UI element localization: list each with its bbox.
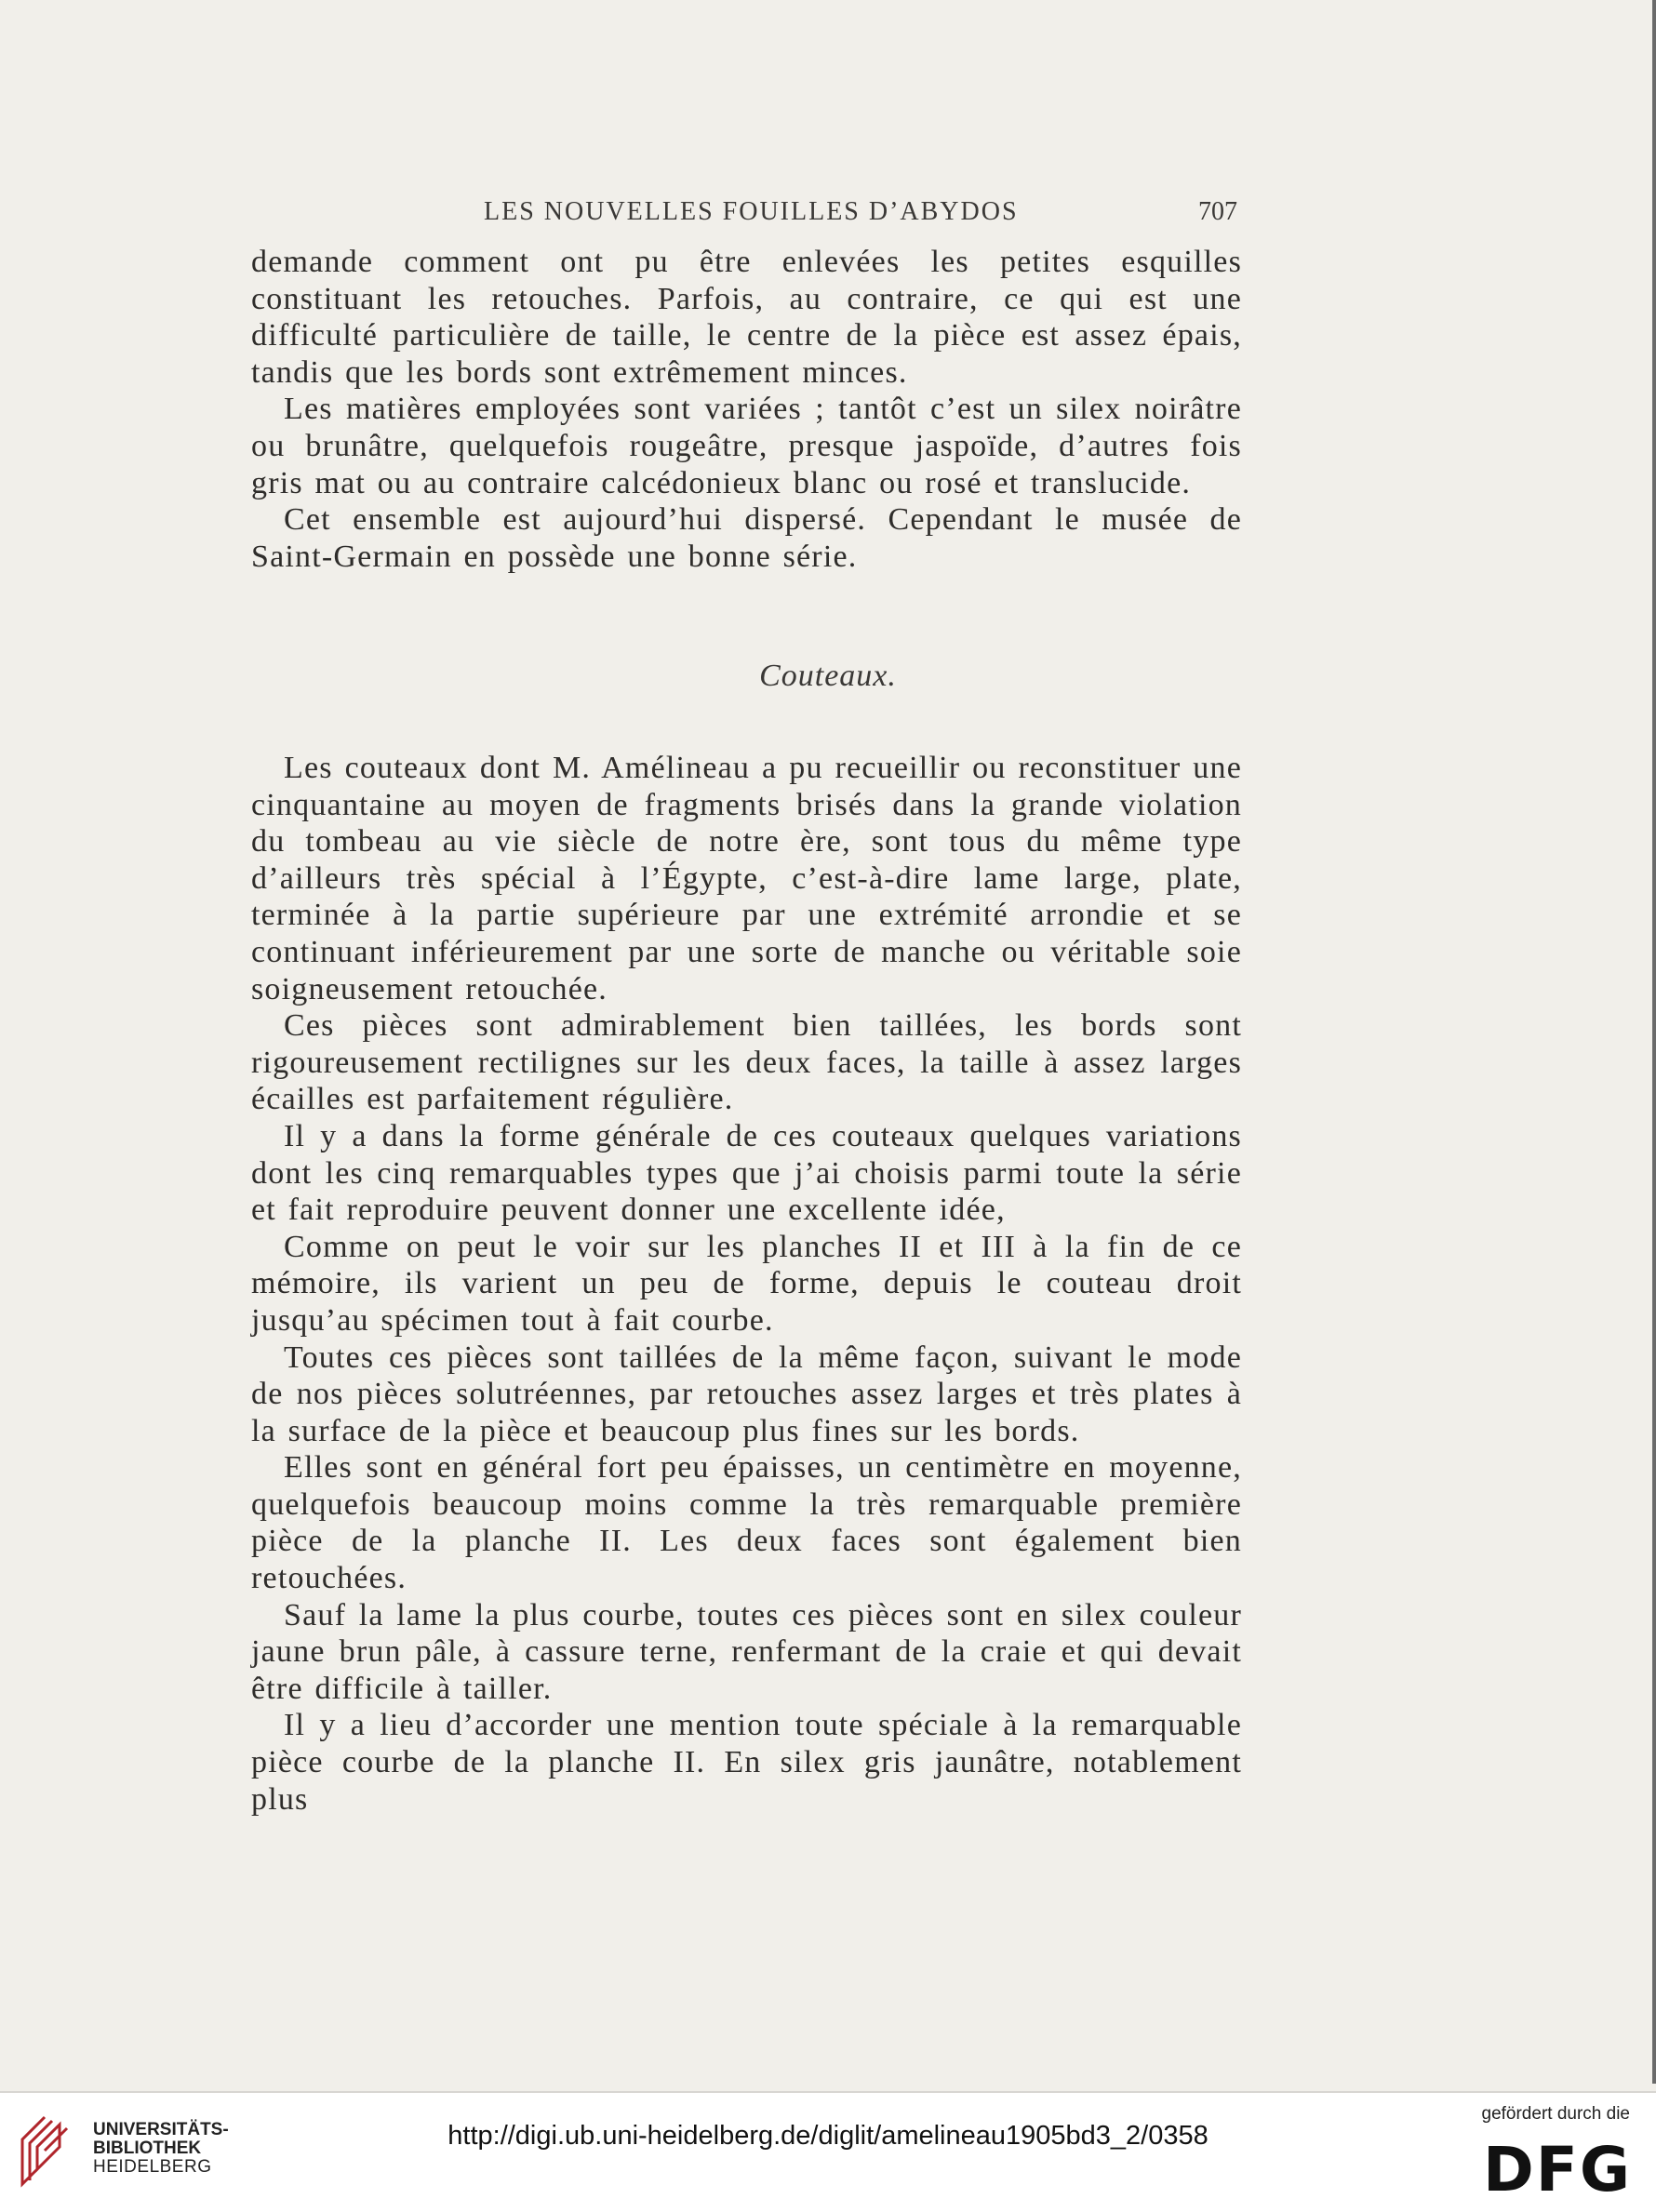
paragraph: demande comment ont pu être enlevées les petites esquilles constituant les retouches. Parfois, au contraire, ce qui est une difficulté particulière de taille, le centre de la pièce est assez épais, tandis que les bords sont extrêmement minces. bbox=[251, 245, 1242, 390]
scan-page-edge bbox=[1652, 0, 1656, 2084]
paragraph: Les couteaux dont M. Amélineau a pu recueillir ou reconstituer une cinquantaine au moyen de fragments brisés dans la grande violation du tombeau au vie siècle de notre ère, sont tous du même type d’ailleurs très spécial à l’Égypte, c’est-à-dire lame large, plate, terminée à la partie supérieure par une extrémité arrondie et se continuant inférieurement par une sorte de manche ou véritable soie soigneusement retouchée. bbox=[251, 751, 1242, 1006]
paragraph: Comme on peut le voir sur les planches II et III à la fin de ce mémoire, ils varient un peu de forme, depuis le couteau droit jusqu’au spécimen tout à fait courbe. bbox=[251, 1229, 1242, 1338]
paragraph: Les matières employées sont variées ; tantôt c’est un silex noirâtre ou brunâtre, quelquefois rougeâtre, presque jaspoïde, d’autres fois gris mat ou au contraire calcédonieux blanc ou rosé et translucide. bbox=[251, 392, 1242, 500]
library-name-line3: HEIDELBERG bbox=[93, 2157, 212, 2177]
library-name-line1: UNIVERSITÄTS- bbox=[93, 2120, 229, 2139]
funding-label: gefördert durch die bbox=[1481, 2104, 1630, 2124]
running-header bbox=[251, 197, 1237, 234]
text-block-after-section bbox=[251, 750, 1242, 1818]
paragraph: Cet ensemble est aujourd’hui dispersé. Cependant le musée de Saint-Germain en possède une bonne série. bbox=[251, 502, 1242, 574]
paragraph: Il y a dans la forme générale de ces couteaux quelques variations dont les cinq remarquables types que j’ai choisis parmi toute la série et fait reproduire peuvent donner une excellente idée, bbox=[251, 1118, 1242, 1228]
running-title: LES NOUVELLES FOUILLES D’ABYDOS bbox=[484, 197, 1019, 226]
library-name-line2: BIBLIOTHEK bbox=[93, 2139, 202, 2158]
dfg-logo: DFG bbox=[1482, 2134, 1632, 2205]
permalink-url[interactable]: http://digi.ub.uni-heidelberg.de/diglit/amelineau1905bd3_2/0358 bbox=[447, 2121, 1209, 2151]
paragraph: Sauf la lame la plus courbe, toutes ces pièces sont en silex couleur jaune brun pâle, à cassure terne, renfermant de la craie et qui devait être difficile à tailler. bbox=[251, 1597, 1242, 1706]
paragraph: Toutes ces pièces sont taillées de la même façon, suivant le mode de nos pièces solutréennes, par retouches assez larges et très plates à la surface de la pièce et beaucoup plus fines sur les bords. bbox=[251, 1339, 1242, 1448]
text-block-before-section bbox=[251, 244, 1242, 575]
paragraph: Il y a lieu d’accorder une mention toute spéciale à la remarquable pièce courbe de la planche II. En silex gris jaunâtre, notablement plus bbox=[251, 1708, 1242, 1817]
section-heading: Couteaux. bbox=[759, 659, 897, 693]
page-number: 707 bbox=[1198, 197, 1237, 226]
paragraph: Ces pièces sont admirablement bien taillées, les bords sont rigoureusement rectilignes sur les deux faces, la taille à assez larges écailles est parfaitement régulière. bbox=[251, 1008, 1242, 1117]
digitization-footer bbox=[0, 2093, 1656, 2212]
paragraph: Elles sont en général fort peu épaisses, un centimètre en moyenne, quelquefois beaucoup moins comme la très remarquable première pièce de la planche II. Les deux faces sont également bien retouchées. bbox=[251, 1450, 1242, 1596]
